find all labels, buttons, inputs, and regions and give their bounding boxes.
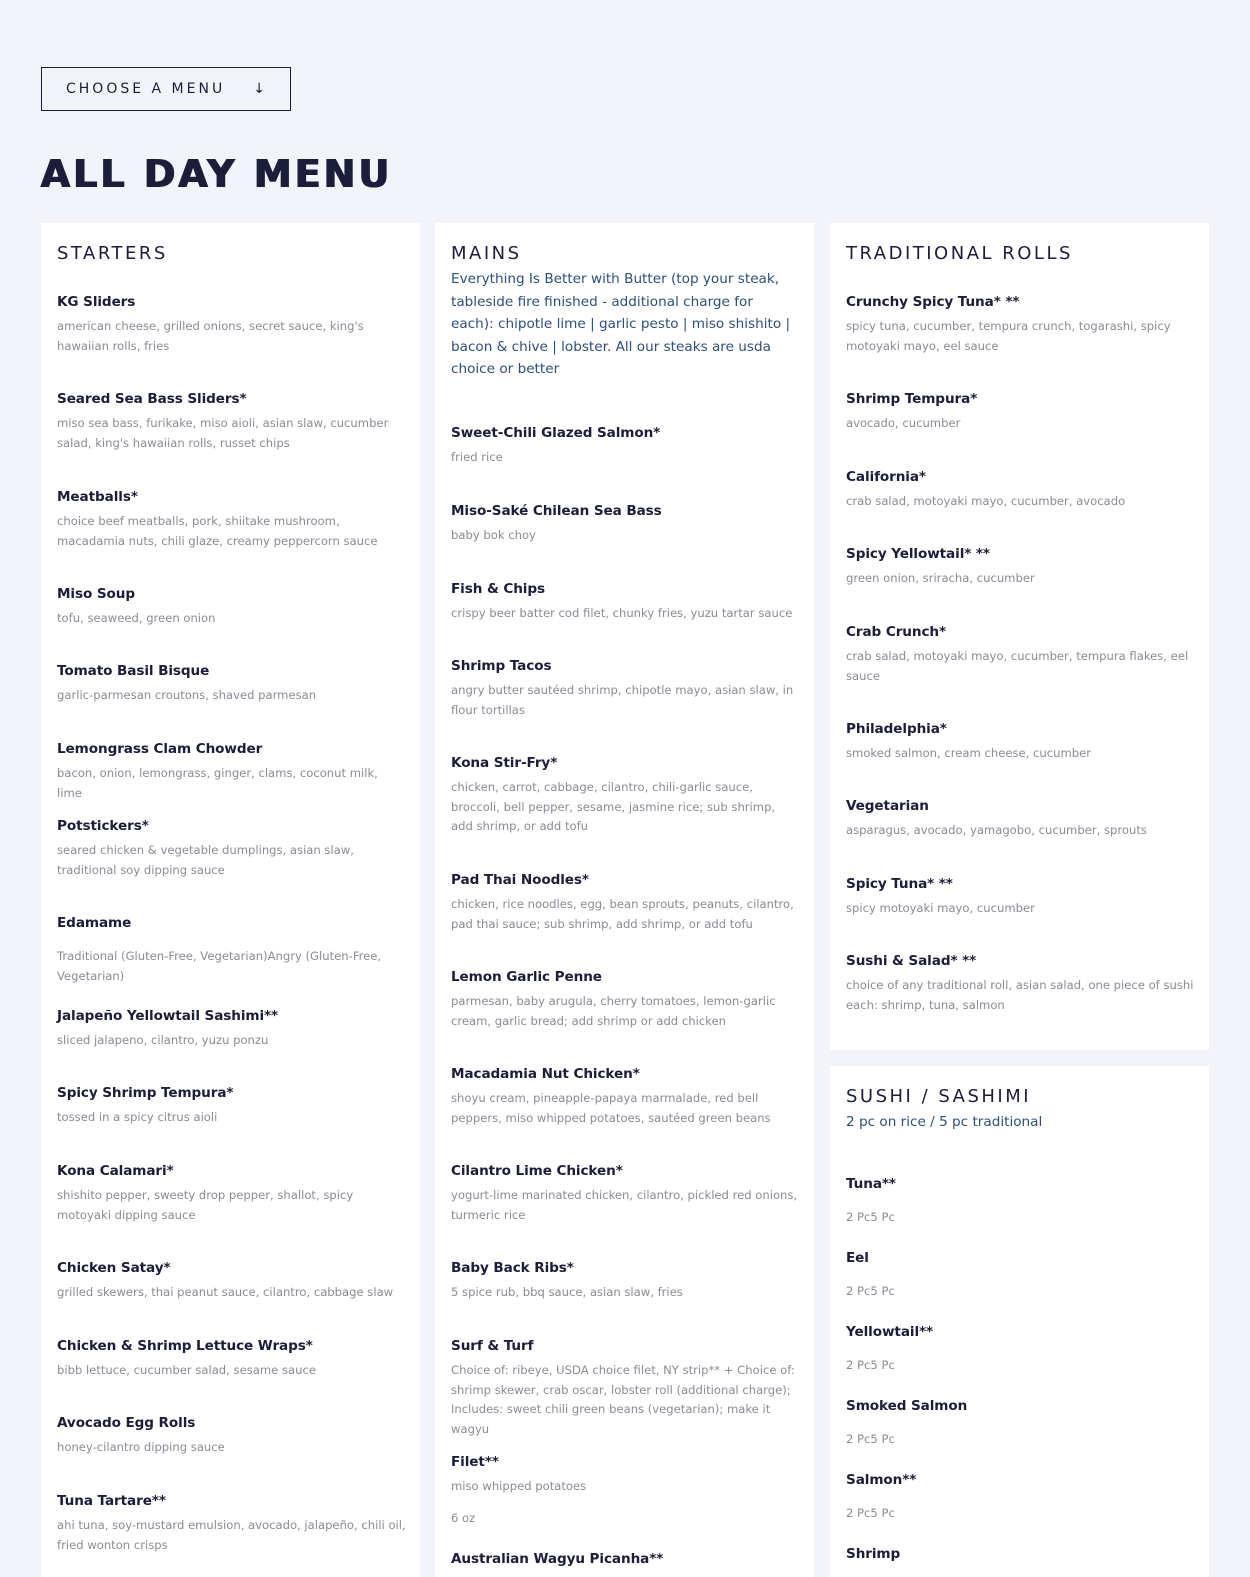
- item-desc: tofu, seaweed, green onion: [57, 611, 216, 625]
- item-desc: smoked salmon, cream cheese, cucumber: [846, 746, 1092, 760]
- starters-title: STARTERS: [57, 243, 168, 264]
- item-desc: grilled skewers, thai peanut sauce, cilantro, cabbage slaw: [57, 1285, 394, 1299]
- menu-item: [57, 293, 406, 356]
- item-name: Yellowtail**: [846, 1324, 934, 1340]
- item-desc: avocado, cucumber: [846, 416, 961, 430]
- menu-item: [451, 871, 800, 934]
- menu-item: [846, 1545, 1195, 1563]
- menu-item: [451, 754, 800, 837]
- item-name: Chicken & Shrimp Lettuce Wraps*: [57, 1338, 313, 1354]
- item-name: California*: [846, 469, 926, 485]
- item-desc: angry butter sautéed shrimp, chipotle mayo, asian slaw, in flour tortillas: [451, 683, 794, 717]
- menu-item: [57, 1337, 406, 1381]
- item-desc: bacon, onion, lemongrass, ginger, clams, coconut milk, lime: [57, 766, 378, 800]
- item-desc: spicy motoyaki mayo, cucumber: [846, 901, 1035, 915]
- menu-item: [451, 1453, 800, 1497]
- mains-butter-note: Everything Is Better with Butter (top your steak, tableside fire finished - additional charge for each): chipotle lime | garlic pesto | miso shishito | bacon & chive | lobster. All our steaks are usda choice or better: [451, 271, 791, 377]
- menu-item: [57, 1162, 406, 1225]
- item-desc: shoyu cream, pineapple-papaya marmalade, red bell peppers, miso whipped potatoes, sautéed green beans: [451, 1091, 771, 1125]
- mains-title: MAINS: [451, 243, 522, 264]
- menu-item: [57, 1007, 406, 1051]
- menu-item: [846, 1471, 1195, 1489]
- item-name: Cilantro Lime Chicken*: [451, 1163, 623, 1179]
- item-name: Filet**: [451, 1454, 499, 1470]
- menu-item: [846, 1175, 1195, 1193]
- item-name: Spicy Yellowtail* **: [846, 546, 990, 562]
- item-name: Tuna**: [846, 1176, 896, 1192]
- menu-item: [57, 914, 406, 932]
- menu-item: [57, 585, 406, 629]
- item-name: Miso Soup: [57, 586, 135, 602]
- item-desc: fried rice: [451, 450, 503, 464]
- item-name: Lemon Garlic Penne: [451, 969, 602, 985]
- menu-item: [451, 657, 800, 720]
- filet-size: 6 oz: [451, 1511, 476, 1525]
- item-desc: tossed in a spicy citrus aioli: [57, 1110, 218, 1124]
- item-desc: garlic-parmesan croutons, shaved parmesan: [57, 688, 317, 702]
- item-desc: parmesan, baby arugula, cherry tomatoes, lemon-garlic cream, garlic bread; add shrimp or add chicken: [451, 994, 776, 1028]
- item-name: Sweet-Chili Glazed Salmon*: [451, 425, 661, 441]
- menu-item: [57, 1492, 406, 1555]
- item-name: Australian Wagyu Picanha**: [451, 1551, 664, 1567]
- item-desc: green onion, sriracha, cucumber: [846, 571, 1035, 585]
- sushi-sashimi-title: SUSHI / SASHIMI: [846, 1086, 1032, 1107]
- menu-item: [451, 424, 800, 468]
- item-desc: sliced jalapeno, cilantro, yuzu ponzu: [57, 1033, 269, 1047]
- item-name: Surf & Turf: [451, 1338, 534, 1354]
- edamame-options: Traditional (Gluten-Free, Vegetarian)Angry (Gluten-Free, Vegetarian): [57, 949, 382, 983]
- item-desc: miso sea bass, furikake, miso aioli, asian slaw, cucumber salad, king's hawaiian rolls, russet chips: [57, 416, 389, 450]
- menu-item: [846, 1249, 1195, 1267]
- menu-item: [57, 1414, 406, 1458]
- item-name: Lemongrass Clam Chowder: [57, 741, 263, 757]
- item-desc: crab salad, motoyaki mayo, cucumber, tempura flakes, eel sauce: [846, 649, 1189, 683]
- menu-item: [846, 1397, 1195, 1415]
- item-name: Avocado Egg Rolls: [57, 1415, 196, 1431]
- item-desc: asparagus, avocado, yamagobo, cucumber, sprouts: [846, 823, 1147, 837]
- item-name: Shrimp: [846, 1546, 901, 1562]
- item-desc: chicken, carrot, cabbage, cilantro, chili-garlic sauce, broccoli, bell pepper, sesame, jasmine rice; sub shrimp, add shrimp, or add tofu: [451, 780, 776, 833]
- item-name: Fish & Chips: [451, 581, 545, 597]
- item-desc: ahi tuna, soy-mustard emulsion, avocado, jalapeño, chili oil, fried wonton crisps: [57, 1518, 406, 1552]
- item-name: Miso-Saké Chilean Sea Bass: [451, 503, 662, 519]
- traditional-rolls-card: [830, 223, 1209, 1050]
- item-name: Pad Thai Noodles*: [451, 872, 589, 888]
- item-name: Smoked Salmon: [846, 1398, 968, 1414]
- menu-item: [846, 293, 1195, 356]
- item-desc: miso whipped potatoes: [451, 1479, 587, 1493]
- page-title: ALL DAY MENU: [40, 152, 392, 196]
- menu-item: [57, 1259, 406, 1303]
- item-name: Crab Crunch*: [846, 624, 946, 640]
- menu-item: [57, 488, 406, 551]
- item-name: Shrimp Tempura*: [846, 391, 978, 407]
- item-desc: choice beef meatballs, pork, shiitake mushroom, macadamia nuts, chili glaze, creamy peppercorn sauce: [57, 514, 378, 548]
- item-name: Eel: [846, 1250, 869, 1266]
- sushi-sashimi-note: 2 pc on rice / 5 pc traditional: [846, 1114, 1043, 1130]
- piece-options: 2 Pc5 Pc: [846, 1432, 895, 1446]
- item-name: Vegetarian: [846, 798, 929, 814]
- item-desc: 5 spice rub, bbq sauce, asian slaw, fries: [451, 1285, 683, 1299]
- item-name: Baby Back Ribs*: [451, 1260, 574, 1276]
- item-name: Sushi & Salad* **: [846, 953, 977, 969]
- menu-item: [846, 468, 1195, 512]
- menu-item: [846, 545, 1195, 589]
- item-name: Kona Calamari*: [57, 1163, 174, 1179]
- item-name: Tomato Basil Bisque: [57, 663, 210, 679]
- piece-options: 2 Pc5 Pc: [846, 1358, 895, 1372]
- menu-item: [57, 1084, 406, 1128]
- item-name: KG Sliders: [57, 294, 136, 310]
- menu-item: [451, 1550, 800, 1568]
- item-name: Spicy Shrimp Tempura*: [57, 1085, 234, 1101]
- item-name: Philadelphia*: [846, 721, 947, 737]
- menu-item: [451, 1337, 800, 1439]
- menu-item: [846, 720, 1195, 764]
- item-desc: choice of any traditional roll, asian salad, one piece of sushi each: shrimp, tuna, salmon: [846, 978, 1194, 1012]
- item-name: Crunchy Spicy Tuna* **: [846, 294, 1020, 310]
- item-desc: american cheese, grilled onions, secret sauce, king's hawaiian rolls, fries: [57, 319, 364, 353]
- menu-item: [846, 875, 1195, 919]
- item-name: Jalapeño Yellowtail Sashimi**: [57, 1008, 279, 1024]
- menu-item: [451, 1065, 800, 1128]
- menu-item: [846, 1323, 1195, 1341]
- item-desc: crispy beer batter cod filet, chunky fries, yuzu tartar sauce: [451, 606, 793, 620]
- item-name: Shrimp Tacos: [451, 658, 552, 674]
- item-desc: yogurt-lime marinated chicken, cilantro, pickled red onions, turmeric rice: [451, 1188, 798, 1222]
- item-desc: shishito pepper, sweety drop pepper, shallot, spicy motoyaki dipping sauce: [57, 1188, 354, 1222]
- item-name: Edamame: [57, 915, 132, 931]
- sushi-sashimi-card: [830, 1066, 1209, 1577]
- menu-item: [846, 952, 1195, 1015]
- menu-item: [846, 390, 1195, 434]
- piece-options: 2 Pc5 Pc: [846, 1284, 895, 1298]
- item-desc: baby bok choy: [451, 528, 536, 542]
- arrow-down-icon: ↓: [253, 81, 265, 97]
- item-desc: spicy tuna, cucumber, tempura crunch, togarashi, spicy motoyaki mayo, eel sauce: [846, 319, 1171, 353]
- menu-item: [57, 740, 406, 803]
- mains-card: [435, 223, 814, 1577]
- item-name: Kona Stir-Fry*: [451, 755, 558, 771]
- item-desc: Choice of: ribeye, USDA choice filet, NY strip** + Choice of: shrimp skewer, crab oscar, lobster roll (additional charge); Includes: sweet chili green beans (vegetarian); make it wagyu: [451, 1363, 795, 1436]
- item-desc: honey-cilantro dipping sauce: [57, 1440, 225, 1454]
- choose-menu-label: CHOOSE A MENU: [66, 81, 226, 97]
- menu-item: [451, 968, 800, 1031]
- item-desc: chicken, rice noodles, egg, bean sprouts, peanuts, cilantro, pad thai sauce; sub shrimp, add shrimp, or add tofu: [451, 897, 794, 931]
- item-name: Spicy Tuna* **: [846, 876, 953, 892]
- menu-item: [451, 580, 800, 624]
- item-name: Tuna Tartare**: [57, 1493, 166, 1509]
- menu-item: [846, 623, 1195, 686]
- piece-options: 2 Pc5 Pc: [846, 1210, 895, 1224]
- item-desc: bibb lettuce, cucumber salad, sesame sauce: [57, 1363, 316, 1377]
- item-name: Macadamia Nut Chicken*: [451, 1066, 640, 1082]
- piece-options: 2 Pc5 Pc: [846, 1506, 895, 1520]
- item-name: Potstickers*: [57, 818, 149, 834]
- item-name: Salmon**: [846, 1472, 917, 1488]
- item-name: Chicken Satay*: [57, 1260, 171, 1276]
- menu-item: [451, 1162, 800, 1225]
- menu-item: [57, 662, 406, 706]
- traditional-rolls-title: TRADITIONAL ROLLS: [846, 243, 1073, 264]
- item-name: Seared Sea Bass Sliders*: [57, 391, 247, 407]
- menu-item: [451, 1259, 800, 1303]
- menu-item: [57, 390, 406, 453]
- item-name: Meatballs*: [57, 489, 138, 505]
- menu-item: [451, 502, 800, 546]
- item-desc: seared chicken & vegetable dumplings, asian slaw, traditional soy dipping sauce: [57, 843, 354, 877]
- choose-menu-button[interactable]: [41, 67, 291, 111]
- menu-item: [846, 797, 1195, 841]
- item-desc: crab salad, motoyaki mayo, cucumber, avocado: [846, 494, 1126, 508]
- starters-card: [41, 223, 420, 1577]
- menu-item: [57, 817, 406, 880]
